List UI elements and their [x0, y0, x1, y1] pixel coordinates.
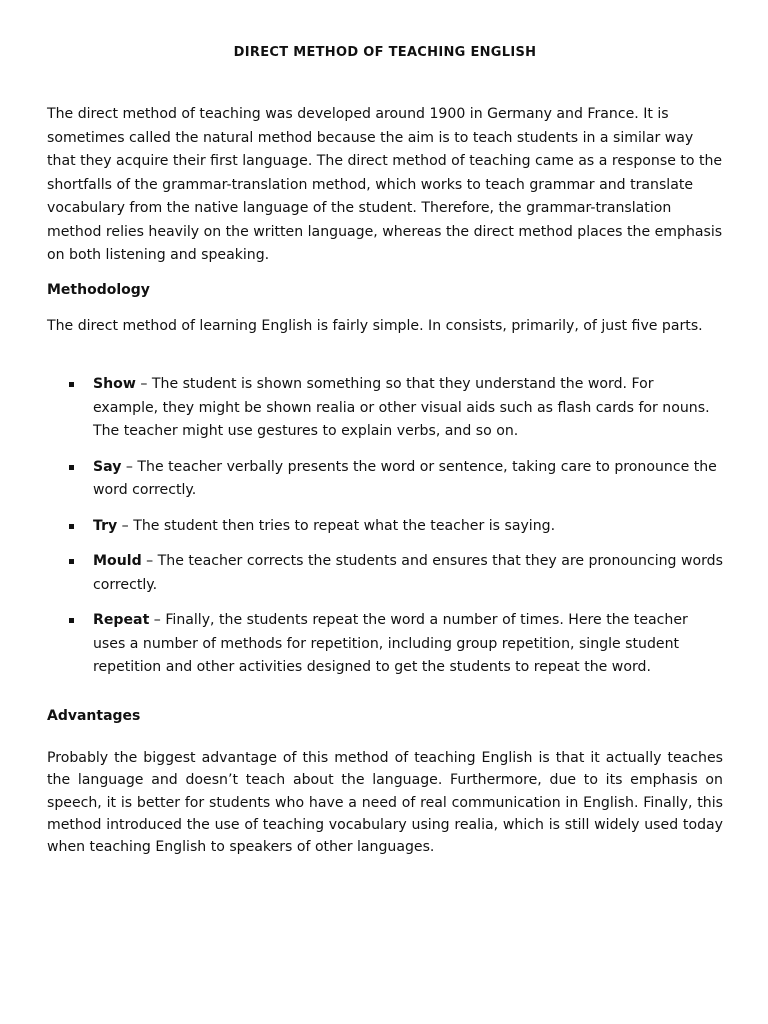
list-item-mould	[47, 550, 723, 597]
intro-paragraph: The direct method of teaching was developed around 1900 in Germany and France. It is sometimes called the natural method because the aim is to teach students in a similar way that they acquire their first language. The direct method of teaching came as a response to the shortfalls of the grammar-translation method, which works to teach grammar and translate vocabulary from the native language of the student. Therefore, the grammar-translation method relies heavily on the written language, whereas the direct method places the emphasis on both listening and speaking.	[47, 106, 723, 263]
list-item-say	[47, 456, 723, 503]
advantages-heading: Advantages	[47, 708, 141, 724]
square-bullet-icon	[69, 524, 74, 529]
list-item-term: Try	[93, 517, 118, 534]
list-item-term: Say	[93, 458, 122, 475]
advantages-paragraph: Probably the biggest advantage of this method of teaching English is that it actually teaches the language and doesn’t teach about the language. Furthermore, due to its emphasis on speech, it is better for students who have a need of real communication in English. Finally, this method introduced the use of teaching vocabulary using realia, which is still widely used today when teaching English to speakers of other languages.	[47, 750, 723, 856]
list-item-term: Show	[93, 376, 136, 392]
list-item-text: – The teacher corrects the students and ensures that they are pronouncing words correctly.	[93, 553, 723, 593]
methodology-list	[47, 373, 723, 692]
list-item-term: Repeat	[93, 612, 150, 628]
list-item-repeat	[47, 609, 723, 680]
square-bullet-icon	[69, 618, 74, 623]
list-item-text: – The student then tries to repeat what the teacher is saying.	[117, 517, 556, 534]
page-title: DIRECT METHOD OF TEACHING ENGLISH	[233, 45, 537, 60]
methodology-heading: Methodology	[47, 282, 150, 298]
list-item-try	[47, 515, 723, 539]
square-bullet-icon	[69, 382, 74, 387]
list-item-text: – The teacher verbally presents the word or sentence, taking care to pronounce the word correctly.	[93, 458, 717, 498]
list-item-text: – The student is shown something so that they understand the word. For example, they might be shown realia or other visual aids such as flash cards for nouns. The teacher might use gestures to explain verbs, and so on.	[93, 376, 710, 439]
list-item-show	[47, 373, 723, 444]
methodology-intro-paragraph: The direct method of learning English is fairly simple. In consists, primarily, of just five parts.	[47, 318, 703, 334]
list-item-term: Mould	[93, 553, 142, 569]
list-item-text: – Finally, the students repeat the word a number of times. Here the teacher uses a number of methods for repetition, including group repetition, single student repetition and other activities designed to get the students to repeat the word.	[93, 612, 688, 675]
square-bullet-icon	[69, 465, 74, 470]
square-bullet-icon	[69, 559, 74, 564]
